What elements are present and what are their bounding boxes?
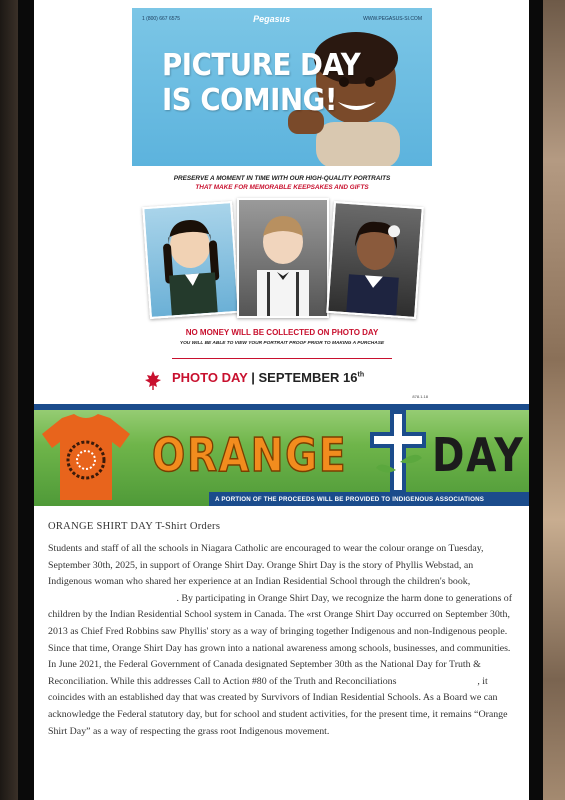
paragraph-1-end: . By participating in Orange Shirt Day, we recognize the harm done to generations of children by the Indian Residential School system in Canada. The «rst Orange Shirt Day occurred on September 30th, 2013 as Chief Fred Robbins saw Phyllis' story as a way of bringing together Indigenous and non-Indigenous people. Since that time, Orange Shirt Day has grown into a national awareness among schools, businesses, and communities. [48,592,513,654]
flyer-brand: Pegasus [253,14,291,24]
flyer-divider [172,358,392,359]
maple-leaf-icon [144,370,162,392]
page-border-right [529,0,543,800]
tagline-line1: PRESERVE A MOMENT IN TIME WITH OUR HIGH-QUALITY PORTRAITS [173,175,391,182]
background-right [543,0,565,800]
paragraph-2-start: In June 2021, the Federal Government of Canada designated September 30th as the National Day for Truth & Reconciliation. While this addresses Call to Action #80 of the Truth and Reconciliations [48,659,481,687]
tagline-line2: THAT MAKE FOR MEMORABLE KEEPSAKES AND GIFTS [195,184,369,191]
girl-portrait [142,201,240,319]
no-money-notice: NO MONEY WILL BE COLLECTED ON PHOTO DAY [185,328,379,337]
photo-day-label: PHOTO DAY [172,370,248,385]
headline-line2: IS COMING! [162,83,337,118]
article-title: ORANGE SHIRT DAY T-Shirt Orders [48,521,221,532]
flyer-website: WWW.PEGASUS-SI.COM [363,16,422,22]
flyer-hero [132,8,432,166]
orange-shirt-article [48,521,518,740]
photo-day-date: SEPTEMBER 16 [258,370,358,385]
paragraph-2-end: , it coincides with an established day that was created by Survivors of Indian Residential Schools. As a Board we can acknowledge the Federal statutory day, but for school and student activities, for the present time, it remains “Orange Shirt Day” as a way of respecting the grass root Indigenous movement. [48,675,508,737]
orange-shirt-image [40,410,132,502]
headline [162,48,360,118]
page-border-left [18,0,34,800]
picture-day-flyer [132,8,432,402]
background-left [0,0,18,800]
banner-orange-word: ORANGE [152,428,348,482]
orange-day-banner [34,404,529,506]
proof-notice: YOU WILL BE ABLE TO VIEW YOUR PORTRAIT PROOF PRIOR TO MAKING A PURCHASE [179,341,385,346]
banner-day-word: DAY [432,428,525,482]
headline-line1: PICTURE DAY [162,48,361,83]
article-paragraph-2 [48,657,518,740]
flyer-code: 878.1.18 [412,394,428,399]
newsletter-page [34,0,529,800]
cross-logo [370,410,426,494]
article-paragraph-1 [48,541,518,657]
girl2-portrait [326,201,424,319]
photo-day-date-suffix: th [357,371,365,379]
photo-day-line [172,370,364,385]
boy-portrait [237,198,329,318]
photo-day-separator: | [251,370,255,385]
flyer-phone: 1 (800) 667 6575 [142,16,181,22]
banner-proceeds-strip: A PORTION OF THE PROCEEDS WILL BE PROVIDED TO INDIGENOUS ASSOCIATIONS [209,492,529,506]
paragraph-1-start: Students and staff of all the schools in Niagara Catholic are encouraged to wear the colour orange on Tuesday, September 30th, 2025, in support of Orange Shirt Day. Orange Shirt Day is the story of Phyllis Webstad, an Indigenous woman who shared her experience at an Indian Residential School through the children's book, [48,543,484,588]
